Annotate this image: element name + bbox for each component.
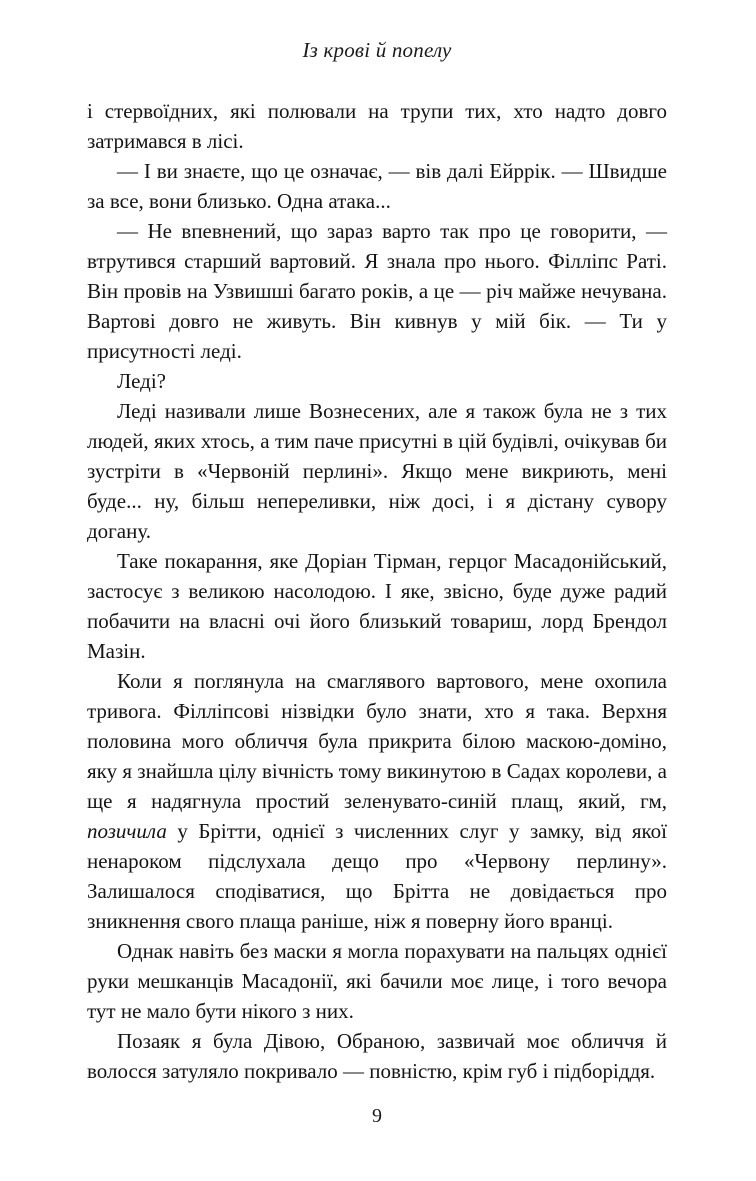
text-run: Позаяк я була Дівою, Обраною, зазвичай моє обличчя й волосся затуляло покривало — повністю, крім губ і підборіддя. xyxy=(87,1029,667,1083)
page-number: 9 xyxy=(372,1105,382,1127)
text-run: — І ви знаєте, що це означає, — вів далі Ейррік. — Швидше за все, вони близько. Одна атака... xyxy=(87,159,667,213)
paragraph xyxy=(87,216,667,366)
text-run: Таке покарання, яке Доріан Тірман, герцог Масадонійський, застосує з великою насолодою. І яке, звісно, буде дуже радий побачити на власні очі його близький товариш, лорд Брендол Мазін. xyxy=(87,549,667,663)
paragraph xyxy=(87,366,667,396)
body-text xyxy=(87,96,667,1086)
italic-text-run: позичила xyxy=(87,819,167,843)
paragraph xyxy=(87,156,667,216)
text-run: Коли я поглянула на смаглявого вартового, мене охопила тривога. Філліпсові нізвідки було знати, хто я така. Верхня половина мого обличчя була прикрита білою маскою-доміно, яку я знайшла цілу вічність тому викинутою в Садах королеви, а ще я надягнула простий зеленувато-синій плащ, який, гм, xyxy=(87,669,667,813)
text-run: у Брітти, однієї з численних слуг у замку, від якої ненароком підслухала дещо про «Червону перлину». Залишалося сподіватися, що Брітта не довідається про зникнення свого плаща раніше, ніж я поверну його вранці. xyxy=(87,819,667,933)
paragraph xyxy=(87,96,667,156)
text-run: Леді називали лише Вознесених, але я також була не з тих людей, яких хтось, а тим паче присутні в цій будівлі, очікував би зустріти в «Червоній перлині». Якщо мене викриють, мені буде... ну, більш непереливки, ніж досі, і я дістану сувору догану. xyxy=(87,399,667,543)
paragraph xyxy=(87,546,667,666)
paragraph xyxy=(87,936,667,1026)
text-run: і стервоїдних, які полювали на трупи тих, хто надто довго затримався в лісі. xyxy=(87,99,667,153)
paragraph xyxy=(87,1026,667,1086)
paragraph xyxy=(87,396,667,546)
paragraph xyxy=(87,666,667,936)
text-run: Леді? xyxy=(117,369,166,393)
text-run: Однак навіть без маски я могла порахувати на пальцях однієї руки мешканців Масадонії, які бачили моє лице, і того вечора тут не мало бути нікого з них. xyxy=(87,939,667,1023)
running-title: Із крові й попелу xyxy=(302,38,452,62)
text-run: — Не впевнений, що зараз варто так про це говорити, — втрутився старший вартовий. Я знала про нього. Філліпс Раті. Він провів на Узвишші багато років, а це — річ майже нечувана. Вартові довго не живуть. Він кивнув у мій бік. — Ти у присутності леді. xyxy=(87,219,667,363)
